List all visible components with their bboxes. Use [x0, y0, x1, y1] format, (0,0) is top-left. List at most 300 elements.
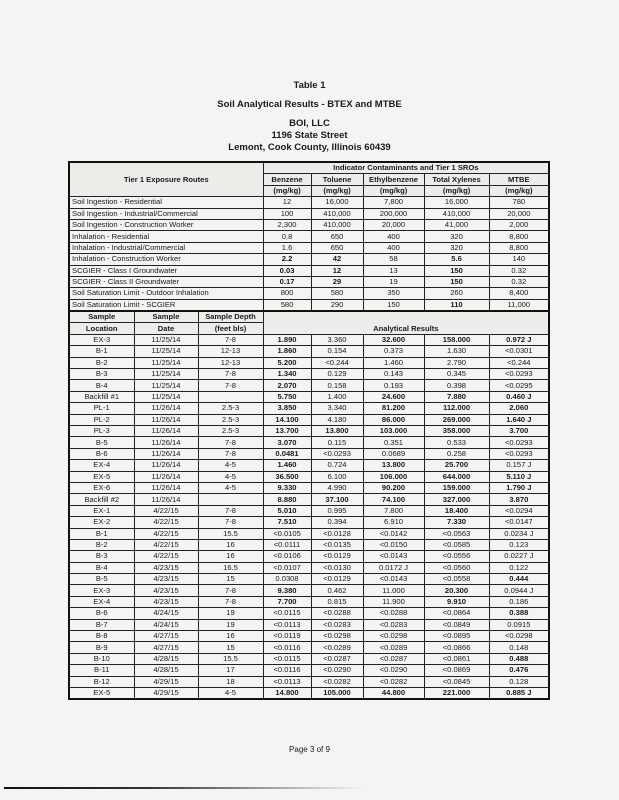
- result-value: 25.700: [424, 460, 489, 471]
- result-value: <0.0298: [363, 631, 424, 642]
- sample-depth: 7-8: [198, 369, 263, 380]
- result-value: <0.0288: [311, 608, 363, 619]
- sample-row: [69, 676, 549, 687]
- sample-date: 4/22/15: [134, 539, 198, 550]
- sample-date: 4/28/15: [134, 653, 198, 664]
- result-value: <0.0282: [311, 676, 363, 687]
- sro-value: 400: [363, 231, 424, 242]
- result-value: 7.510: [263, 517, 311, 528]
- sro-value: 1.6: [263, 242, 311, 253]
- sro-value: 0.8: [263, 231, 311, 242]
- sample-location: B-12: [69, 676, 134, 687]
- result-value: <0.0113: [263, 676, 311, 687]
- result-value: 112.000: [424, 403, 489, 414]
- sample-depth: 12-13: [198, 357, 263, 368]
- exposure-route: Soil Saturation Limit - SCGIER: [69, 299, 263, 311]
- sro-row: [69, 254, 549, 265]
- sample-date: 4/22/15: [134, 505, 198, 516]
- sample-date: 4/23/15: [134, 574, 198, 585]
- sro-value: 260: [424, 288, 489, 299]
- result-value: 103.000: [363, 425, 424, 436]
- sample-date: 11/25/14: [134, 369, 198, 380]
- result-value: 0.0234 J: [489, 528, 549, 539]
- sample-depth: 7-8: [198, 596, 263, 607]
- sample-location: B-2: [69, 539, 134, 550]
- soil-results-table: [68, 161, 550, 700]
- sro-value: 8,800: [489, 242, 549, 253]
- sro-value: 16,000: [424, 197, 489, 208]
- contaminants-group-header: Indicator Contaminants and Tier 1 SROs: [263, 162, 549, 174]
- result-value: 0.0172 J: [363, 562, 424, 573]
- result-value: 5.200: [263, 357, 311, 368]
- result-value: 0.193: [363, 380, 424, 391]
- result-value: 0.0944 J: [489, 585, 549, 596]
- result-value: 9.910: [424, 596, 489, 607]
- sample-row: [69, 403, 549, 414]
- result-value: 1.640 J: [489, 414, 549, 425]
- sro-value: 320: [424, 242, 489, 253]
- sample-date: 11/25/14: [134, 391, 198, 402]
- result-value: <0.0106: [263, 551, 311, 562]
- sample-depth: 15.5: [198, 653, 263, 664]
- result-value: <0.0298: [311, 631, 363, 642]
- result-value: <0.0295: [489, 380, 549, 391]
- result-value: 7.880: [424, 391, 489, 402]
- sample-row: [69, 471, 549, 482]
- sample-row: [69, 551, 549, 562]
- sro-row: [69, 219, 549, 230]
- result-value: <0.0150: [363, 539, 424, 550]
- sample-depth: 7-8: [198, 517, 263, 528]
- sro-value: 2,000: [489, 219, 549, 230]
- result-value: <0.0288: [363, 608, 424, 619]
- sample-location: B-1: [69, 346, 134, 357]
- result-value: 269.000: [424, 414, 489, 425]
- sample-location: EX-5: [69, 687, 134, 699]
- result-value: 0.157 J: [489, 460, 549, 471]
- sro-section: [69, 197, 549, 311]
- sro-value: 800: [263, 288, 311, 299]
- sro-value: 780: [489, 197, 549, 208]
- result-value: <0.244: [489, 357, 549, 368]
- sample-location: Backfill #2: [69, 494, 134, 505]
- result-value: 1.860: [263, 346, 311, 357]
- sro-value: 650: [311, 231, 363, 242]
- sample-date: 4/23/15: [134, 596, 198, 607]
- sro-value: 650: [311, 242, 363, 253]
- sample-row: [69, 369, 549, 380]
- result-value: 1.630: [424, 346, 489, 357]
- sample-location: EX-4: [69, 460, 134, 471]
- result-value: <0.0282: [363, 676, 424, 687]
- sample-depth: 4-5: [198, 471, 263, 482]
- sro-value: 13: [363, 265, 424, 276]
- sample-location: B-2: [69, 357, 134, 368]
- page-number: Page 3 of 9: [289, 745, 330, 754]
- sample-location: B-8: [69, 631, 134, 642]
- sample-location: B-6: [69, 448, 134, 459]
- sample-depth: 19: [198, 619, 263, 630]
- result-value: 0.0308: [263, 574, 311, 585]
- sample-date: 11/26/14: [134, 482, 198, 493]
- result-value: 221.000: [424, 687, 489, 699]
- sample-row: [69, 505, 549, 516]
- result-value: 0.388: [489, 608, 549, 619]
- result-value: 11.900: [363, 596, 424, 607]
- result-value: <0.0283: [363, 619, 424, 630]
- result-value: <0.0111: [263, 539, 311, 550]
- sample-row: [69, 460, 549, 471]
- result-value: 20.300: [424, 585, 489, 596]
- result-value: 13.700: [263, 425, 311, 436]
- sample-location: B-3: [69, 369, 134, 380]
- result-value: 0.122: [489, 562, 549, 573]
- result-value: 4.990: [311, 482, 363, 493]
- contaminant-unit-header: (mg/kg): [363, 185, 424, 196]
- sample-location: PL-1: [69, 403, 134, 414]
- result-value: <0.0107: [263, 562, 311, 573]
- result-value: 44.800: [363, 687, 424, 699]
- result-value: <0.0293: [489, 369, 549, 380]
- result-value: <0.244: [311, 357, 363, 368]
- sro-value: 16,000: [311, 197, 363, 208]
- sample-header-section: [69, 311, 549, 334]
- sample-depth-header: Sample Depth: [198, 311, 263, 323]
- sro-value: 0.03: [263, 265, 311, 276]
- result-value: 3.070: [263, 437, 311, 448]
- exposure-route: Soil Ingestion - Construction Worker: [69, 219, 263, 230]
- result-value: <0.0866: [424, 642, 489, 653]
- sample-date: 4/29/15: [134, 676, 198, 687]
- result-value: 1.460: [363, 357, 424, 368]
- result-value: 644.000: [424, 471, 489, 482]
- sample-depth: [198, 494, 263, 505]
- sample-location: B-10: [69, 653, 134, 664]
- result-value: <0.0147: [489, 517, 549, 528]
- sample-location: B-11: [69, 665, 134, 676]
- sro-value: 8,400: [489, 288, 549, 299]
- sample-depth: 17: [198, 665, 263, 676]
- result-value: 8.880: [263, 494, 311, 505]
- sample-row: [69, 687, 549, 699]
- result-value: 0.724: [311, 460, 363, 471]
- sample-row: [69, 448, 549, 459]
- sample-results-section: [69, 334, 549, 699]
- sro-value: 42: [311, 254, 363, 265]
- result-value: 3.360: [311, 334, 363, 345]
- contaminant-name-header: Toluene: [311, 174, 363, 185]
- result-value: 0.129: [311, 369, 363, 380]
- sample-depth: 16: [198, 631, 263, 642]
- contaminant-name-header: Benzene: [263, 174, 311, 185]
- table-header: [69, 162, 549, 197]
- result-value: 6.910: [363, 517, 424, 528]
- result-value: 0.158: [311, 380, 363, 391]
- result-value: <0.0861: [424, 653, 489, 664]
- sample-date: 4/23/15: [134, 562, 198, 573]
- sro-row: [69, 242, 549, 253]
- result-value: 0.995: [311, 505, 363, 516]
- sample-row: [69, 494, 549, 505]
- result-value: <0.0558: [424, 574, 489, 585]
- sample-row: [69, 334, 549, 345]
- sro-value: 410,000: [311, 219, 363, 230]
- sample-depth: 16.5: [198, 562, 263, 573]
- result-value: 5.010: [263, 505, 311, 516]
- sample-row: [69, 357, 549, 368]
- result-value: 0.394: [311, 517, 363, 528]
- result-value: 7.700: [263, 596, 311, 607]
- result-value: 0.115: [311, 437, 363, 448]
- result-value: <0.0105: [263, 528, 311, 539]
- result-value: 2.060: [489, 403, 549, 414]
- result-value: 0.123: [489, 539, 549, 550]
- sample-location: B-3: [69, 551, 134, 562]
- result-value: 2.070: [263, 380, 311, 391]
- sro-value: 12: [311, 265, 363, 276]
- sample-location-header-2: Location: [69, 323, 134, 334]
- result-value: 0.148: [489, 642, 549, 653]
- result-value: 0.0481: [263, 448, 311, 459]
- sample-row: [69, 596, 549, 607]
- sro-value: 19: [363, 276, 424, 287]
- sample-depth: 2.5-3: [198, 414, 263, 425]
- result-value: 0.0915: [489, 619, 549, 630]
- sample-location: Backfill #1: [69, 391, 134, 402]
- result-value: 32.600: [363, 334, 424, 345]
- result-value: 0.476: [489, 665, 549, 676]
- result-value: 14.800: [263, 687, 311, 699]
- result-value: 358.000: [424, 425, 489, 436]
- result-value: 4.180: [311, 414, 363, 425]
- sample-depth: [198, 391, 263, 402]
- result-value: 0.972 J: [489, 334, 549, 345]
- sro-value: 8,800: [489, 231, 549, 242]
- sro-row: [69, 299, 549, 311]
- sample-row: [69, 380, 549, 391]
- result-value: 1.340: [263, 369, 311, 380]
- exposure-route: Soil Ingestion - Industrial/Commercial: [69, 208, 263, 219]
- sample-depth: 2.5-3: [198, 425, 263, 436]
- sample-location: B-6: [69, 608, 134, 619]
- sample-date: 11/25/14: [134, 380, 198, 391]
- result-value: <0.0119: [263, 631, 311, 642]
- result-value: 2.790: [424, 357, 489, 368]
- exposure-route: SCGIER - Class II Groundwater: [69, 276, 263, 287]
- sample-row: [69, 482, 549, 493]
- result-value: 5.750: [263, 391, 311, 402]
- result-value: <0.0142: [363, 528, 424, 539]
- result-value: 5.110 J: [489, 471, 549, 482]
- result-value: <0.0585: [424, 539, 489, 550]
- sample-location: EX-4: [69, 596, 134, 607]
- sample-date: 4/27/15: [134, 642, 198, 653]
- sample-row: [69, 437, 549, 448]
- result-value: <0.0293: [489, 437, 549, 448]
- result-value: 3.850: [263, 403, 311, 414]
- contaminant-name-header: Total Xylenes: [424, 174, 489, 185]
- sro-row: [69, 276, 549, 287]
- contaminant-name-header: Ethylbenzene: [363, 174, 424, 185]
- result-value: <0.0301: [489, 346, 549, 357]
- result-value: 0.444: [489, 574, 549, 585]
- result-value: 159.000: [424, 482, 489, 493]
- result-value: <0.0116: [263, 642, 311, 653]
- sample-date: 11/26/14: [134, 460, 198, 471]
- sample-date-header-2: Date: [134, 323, 198, 334]
- sample-depth: 16: [198, 539, 263, 550]
- table-label: Table 1: [293, 80, 326, 91]
- contaminant-name-header: MTBE: [489, 174, 549, 185]
- sample-depth: 7-8: [198, 448, 263, 459]
- sample-location: B-5: [69, 437, 134, 448]
- sro-value: 110: [424, 299, 489, 311]
- sample-date-header: Sample: [134, 311, 198, 323]
- result-value: <0.0116: [263, 665, 311, 676]
- sample-row: [69, 574, 549, 585]
- result-value: <0.0293: [311, 448, 363, 459]
- sample-location: B-1: [69, 528, 134, 539]
- result-value: <0.0287: [311, 653, 363, 664]
- sample-date: 11/26/14: [134, 437, 198, 448]
- result-value: 1.460: [263, 460, 311, 471]
- result-value: 13.800: [363, 460, 424, 471]
- sample-location-header: Sample: [69, 311, 134, 323]
- result-value: <0.0556: [424, 551, 489, 562]
- result-value: <0.0115: [263, 653, 311, 664]
- result-value: 24.600: [363, 391, 424, 402]
- sample-location: EX-5: [69, 471, 134, 482]
- sro-value: 410,000: [424, 208, 489, 219]
- result-value: 9.380: [263, 585, 311, 596]
- result-value: <0.0290: [363, 665, 424, 676]
- sro-value: 0.32: [489, 276, 549, 287]
- sro-value: 580: [263, 299, 311, 311]
- sro-row: [69, 197, 549, 208]
- sample-row: [69, 425, 549, 436]
- sro-value: 410,000: [311, 208, 363, 219]
- result-value: <0.0128: [311, 528, 363, 539]
- sro-value: 150: [424, 276, 489, 287]
- exposure-route: Soil Ingestion - Residential: [69, 197, 263, 208]
- routes-header: Tier 1 Exposure Routes: [69, 162, 263, 197]
- result-value: <0.0298: [489, 631, 549, 642]
- sample-depth: 7-8: [198, 437, 263, 448]
- sro-value: 580: [311, 288, 363, 299]
- company-name: BOI, LLC: [289, 118, 330, 129]
- contaminant-unit-header: (mg/kg): [489, 185, 549, 196]
- result-value: 7.330: [424, 517, 489, 528]
- sample-location: B-5: [69, 574, 134, 585]
- contaminant-unit-header: (mg/kg): [263, 185, 311, 196]
- sro-row: [69, 208, 549, 219]
- sample-row: [69, 585, 549, 596]
- result-value: 0.398: [424, 380, 489, 391]
- sample-depth: 18: [198, 676, 263, 687]
- exposure-route: Inhalation - Industrial/Commercial: [69, 242, 263, 253]
- sample-location: EX-3: [69, 334, 134, 345]
- sample-date: 4/22/15: [134, 517, 198, 528]
- sample-date: 11/26/14: [134, 494, 198, 505]
- sample-date: 4/29/15: [134, 687, 198, 699]
- result-value: 37.100: [311, 494, 363, 505]
- sample-location: B-9: [69, 642, 134, 653]
- sample-date: 11/26/14: [134, 425, 198, 436]
- sro-value: 150: [424, 265, 489, 276]
- result-value: <0.0129: [311, 574, 363, 585]
- result-value: 0.488: [489, 653, 549, 664]
- result-value: <0.0287: [363, 653, 424, 664]
- result-value: 7.800: [363, 505, 424, 516]
- sro-value: 41,000: [424, 219, 489, 230]
- sample-row: [69, 631, 549, 642]
- sample-row: [69, 653, 549, 664]
- result-value: 0.154: [311, 346, 363, 357]
- sample-date: 4/28/15: [134, 665, 198, 676]
- sample-depth: 2.5-3: [198, 403, 263, 414]
- sample-location: EX-2: [69, 517, 134, 528]
- result-value: 1.400: [311, 391, 363, 402]
- sro-value: 100: [263, 208, 311, 219]
- sro-row: [69, 231, 549, 242]
- sample-depth: 19: [198, 608, 263, 619]
- sample-row: [69, 346, 549, 357]
- sro-value: 0.17: [263, 276, 311, 287]
- sample-date: 11/25/14: [134, 334, 198, 345]
- result-value: 0.462: [311, 585, 363, 596]
- sample-location: EX-6: [69, 482, 134, 493]
- sample-row: [69, 562, 549, 573]
- sample-date: 11/26/14: [134, 471, 198, 482]
- result-value: <0.0289: [363, 642, 424, 653]
- result-value: 327.000: [424, 494, 489, 505]
- result-value: 0.128: [489, 676, 549, 687]
- sample-depth: 7-8: [198, 505, 263, 516]
- sample-location: PL-2: [69, 414, 134, 425]
- result-value: <0.0293: [489, 448, 549, 459]
- result-value: 90.200: [363, 482, 424, 493]
- sample-row: [69, 528, 549, 539]
- sample-row: [69, 619, 549, 630]
- sample-depth: 4-5: [198, 482, 263, 493]
- result-value: <0.0845: [424, 676, 489, 687]
- result-value: 14.100: [263, 414, 311, 425]
- result-value: 0.373: [363, 346, 424, 357]
- exposure-route: Inhalation - Construction Worker: [69, 254, 263, 265]
- result-value: <0.0143: [363, 574, 424, 585]
- result-value: 105.000: [311, 687, 363, 699]
- sro-value: 58: [363, 254, 424, 265]
- sample-location: PL-3: [69, 425, 134, 436]
- sro-value: 11,000: [489, 299, 549, 311]
- result-value: 0.533: [424, 437, 489, 448]
- sample-row: [69, 608, 549, 619]
- result-value: 1.790 J: [489, 482, 549, 493]
- sro-value: 290: [311, 299, 363, 311]
- analytical-results-header: Analytical Results: [263, 311, 549, 334]
- result-value: 9.330: [263, 482, 311, 493]
- sample-depth: 7-8: [198, 380, 263, 391]
- sro-row: [69, 288, 549, 299]
- sample-date: 11/25/14: [134, 357, 198, 368]
- result-value: 18.400: [424, 505, 489, 516]
- result-value: <0.0864: [424, 608, 489, 619]
- result-value: 3.700: [489, 425, 549, 436]
- sample-date: 4/22/15: [134, 551, 198, 562]
- sample-depth: 4-5: [198, 687, 263, 699]
- sample-date: 11/26/14: [134, 448, 198, 459]
- sample-depth-header-2: (feet bls): [198, 323, 263, 334]
